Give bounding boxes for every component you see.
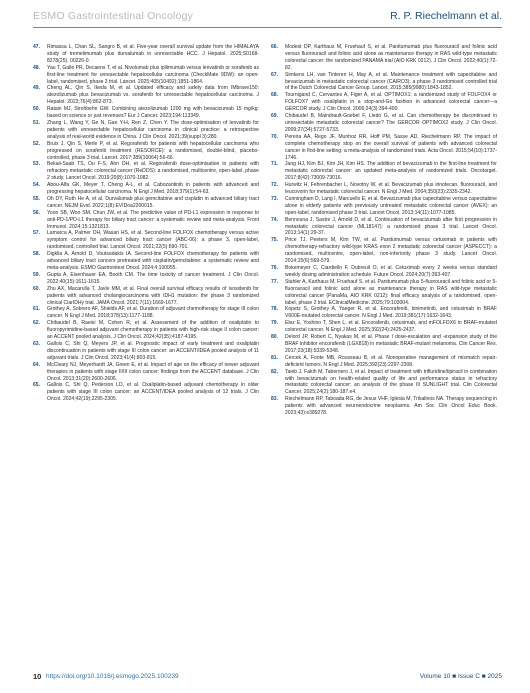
reference-item <box>271 92 497 113</box>
reference-text: Cunningham D, Lang I, Marcuello E, et al. Bevacizumab plus capecitabine versus capecitabine alone in elderly patients with previously untreated metastatic colorectal cancer (AVEX): an open-label, randomised phase 3 trial. Lancet Oncol. 2013;14(11):1077-1085. <box>285 195 497 216</box>
reference-text: Gallois C, Shi Q, Meyers JP, et al. Prognostic impact of early treatment and oxaliplatin discontinuation in patients with stage III colon cancer: an ACCENT/IDEA pooled analysis of 11 adjuvant trials. J Clin Oncol. 2023;41(4):803-815. <box>47 340 259 361</box>
reference-number: 81. <box>271 354 279 361</box>
reference-text: Taieb J, Fakih M, Tabernero J, et al. Impact of treatment with trifluridine/tipiracil in combination with bevacizumab on health-related quality of life and performance status in refractory metastatic colorectal cancer: an analysis of the phase III SUNLIGHT trial. Clin Colorectal Cancer. 2025;24(2):180-187.e4. <box>285 368 497 396</box>
reference-item <box>271 369 497 397</box>
reference-text: Kopetz S, Grothey A, Yaeger R, et al. Encorafenib, binimetinib, and cetuximab in BRAF V600E-mutated colorectal cancer. N Engl J Med. 2019;381(17):1632-1643. <box>285 306 497 320</box>
reference-text: Delord JP, Robert C, Nyakas M, et al. Phase I dose-escalation and -expansion study of the BRAF inhibitor encorafenib (LGX818) in metastatic BRAF-mutant melanoma. Clin Cancer Res. 2017;23(18):5339-5348. <box>285 334 497 354</box>
reference-text: Zhang L, Wang Y, Ge N, Gan Y-H, Ren Z, Chen Y. The dose-optimisation of lenvatinib for patients with unresectable hepatocellular carcinoma in clinical practice: a retrospective analysis of real-world evidence in China. J Clin Oncol. 2021;39(suppl 3):280. <box>47 119 259 140</box>
reference-item <box>33 306 259 320</box>
header-rule <box>33 27 502 28</box>
reference-item <box>271 265 497 279</box>
reference-text: Price TJ, Peeters M, Kim TW, et al. Panitumumab versus cetuximab in patients with chemotherapy-refractory wild-type KRAS exon 2 metastatic colorectal cancer (ASPECCT): a randomised, multicentre, open-label, non-inferiority phase 3 study. Lancet Oncol. 2014;15(6):569-579. <box>285 237 497 265</box>
reference-text: Cheng AL, Qin S, Ikeda M, et al. Updated efficacy and safety data from IMbrave150: atezolizumab plus bevacizumab vs. sorafenib for unresectable hepatocellular carcinoma. J Hepatol. 2022;76(4):862-873. <box>47 85 259 106</box>
reference-item <box>271 182 497 196</box>
reference-number: 49. <box>33 85 41 92</box>
reference-item <box>33 106 259 120</box>
reference-text: Pereira AA, Rego JF, Munhoz RR, Hoff PM, Sasse AD, Riechelmann RP. The impact of complete chemotherapy stop on the overall survival of patients with advanced colorectal cancer in first-line setting: a meta-analysis of randomized trials. Acta Oncol. 2015;54(10):1737-1746. <box>285 133 497 161</box>
reference-item <box>33 85 259 106</box>
reference-text: Digklia A, Arnold D, Voutsadakis IA. Second-line FOLFOX chemotherapy for patients with advanced biliary tract cancers pretreated with cisplatin/gemcitabine: a systematic review and meta-analysis. ESMO Gastrointest Oncol. 2024;4:100055. <box>47 251 259 271</box>
reference-number: 75. <box>271 237 279 244</box>
reference-text: Simkens LH, van Tinteren H, May A, et al. Maintenance treatment with capecitabine and bevacizumab in metastatic colorectal cancer (CAIRO3): a phase 3 randomised controlled trial of the Dutch Colorectal Cancer Group. Lancet. 2015;385(9980):1843-1852. <box>285 71 497 92</box>
reference-number: 80. <box>271 334 279 341</box>
reference-text: Stahler A, Karthaus M, Fruehauf S, et al. Panitumumab plus 5-fluorouracil and folinic acid or 5-fluorouracil and folinic acid alone as maintenance therapy in RAS wild-type metastatic colorectal cancer (PanaMa, AIO KRK 0212): final efficacy analysis of a randomised, open-label, phase 2 trial. EClinicalMedicine. 2025;79:103004. <box>285 278 497 306</box>
reference-item <box>271 320 497 334</box>
reference-text: Hurwitz H, Fehrenbacher L, Novotny W, et al. Bevacizumab plus irinotecan, fluorouracil, and leucovorin for metastatic colorectal cancer. N Engl J Med. 2004;350(23):2335-2342. <box>285 182 497 196</box>
reference-text: Yau T, Galle PR, Decaens T, et al. Nivolumab plus ipilimumab versus lenvatinib or sorafenib as first-line treatment for unresectable hepatocellular carcinoma (CheckMate 9DW): an open-label, randomised, phase 3 trial. Lancet. 2025;405(10492):1851-1864. <box>47 64 259 85</box>
reference-number: 56. <box>33 209 41 216</box>
reference-text: Grothey A, Sobrero AF, Shields AF, et al. Duration of adjuvant chemotherapy for stage III colon cancer. N Engl J Med. 2018;378(13):1177-1188. <box>47 306 259 320</box>
reference-item <box>271 161 497 182</box>
reference-number: 65. <box>33 382 41 389</box>
reference-text: Bennouna J, Sastre J, Arnold D, et al. Continuation of bevacizumab after first progression in metastatic colorectal cancer (ML18147): a randomised phase 3 trial. Lancet Oncol. 2013;14(1):29-37. <box>285 216 497 237</box>
reference-text: Jang HJ, Kim BJ, Kim JH, Kim HS. The addition of bevacizumab in the first-line treatment for metastatic colorectal cancer: an updated meta-analysis of randomized trials. Oncotarget. 2017;8(42):73009-73016. <box>285 161 497 182</box>
reference-item <box>33 286 259 307</box>
reference-number: 66. <box>271 44 279 50</box>
reference-number: 77. <box>271 278 279 285</box>
reference-item <box>33 320 259 341</box>
reference-number: 55. <box>33 195 41 202</box>
reference-item <box>271 355 497 369</box>
reference-text: Tournigand C, Cervantes A, Figer A, et al. OPTIMOX1: a randomized study of FOLFOX4 or FOLFOX7 with oxaliplatin in a stop-and-Go fashion in advanced colorectal cancer—a GERCOR study. J Clin Oncol. 2006;24(3):394-400. <box>285 92 497 113</box>
reference-text: Elez E, Yoshino T, Shen L, et al. Encorafenib, cetuximab, and mFOLFOX6 in BRAF-mutated colorectal cancer. N Engl J Med. 2025;392(24):2425-2437. <box>285 320 497 334</box>
reference-text: Cercek A, Foote MB, Rousseau B, et al. Nonoperative management of mismatch repair-deficient tumors. N Engl J Med. 2025;392(23):2297-2308. <box>285 354 497 368</box>
reference-text: Abou-Alfa GK, Meyer T, Cheng A-L, et al. Cabozantinib in patients with advanced and progressing hepatocellular carcinoma. N Engl J Med. 2018;379(1):54-63. <box>47 182 259 196</box>
reference-number: 58. <box>33 251 41 258</box>
volume-issue: Volume 10 ■ Issue C ■ 2025 <box>419 673 502 680</box>
running-authors: R. P. Riechelmann et al. <box>390 10 502 22</box>
reference-item <box>271 279 497 307</box>
reference-item <box>271 237 497 265</box>
reference-number: 73. <box>271 195 279 202</box>
reference-item <box>33 44 259 65</box>
reference-text: Gallois C, Shi Q, Pederson LD, et al. Oxaliplatin-based adjuvant chemotherapy in older patients with stage III colon cancer: an ACCENT/IDEA pooled analysis of 12 trials. J Clin Oncol. 2024;42(19):2295-2305. <box>47 382 259 403</box>
reference-number: 83. <box>271 396 279 403</box>
reference-item <box>33 182 259 196</box>
reference-number: 72. <box>271 182 279 189</box>
reference-item <box>271 396 497 417</box>
reference-number: 82. <box>271 368 279 375</box>
reference-item <box>271 217 497 238</box>
reference-item <box>271 134 497 162</box>
reference-number: 50. <box>33 106 41 113</box>
reference-item <box>33 272 259 286</box>
reference-number: 63. <box>33 340 41 347</box>
reference-number: 57. <box>33 230 41 237</box>
reference-number: 79. <box>271 320 279 327</box>
reference-text: Gupta A, Eisenhauer EA, Booth CM. The time toxicity of cancer treatment. J Clin Oncol. 2022;40(15):1611-1615. <box>47 271 259 285</box>
reference-number: 71. <box>271 161 279 168</box>
reference-text: Lamarca A, Palmer DH, Wasan HS, et al. Second-line FOLFOX chemotherapy versus active symptom control for advanced biliary tract cancer (ABC-06): a phase 3, open-label, randomised, controlled trial. Lancet Oncol. 2021;22(5):690-701. <box>47 230 259 251</box>
reference-text: Chibaudel B, Raeisi M, Cohen R, et al. Assessment of the addition of oxaliplatin to fluoropyrimidine-based adjuvant chemotherapy in patients with high-risk stage II colon cancer: an ACCENT pooled analysis. J Clin Oncol. 2024;42(35):4187-4195. <box>47 320 259 341</box>
reference-number: 60. <box>33 285 41 292</box>
reference-number: 62. <box>33 320 41 327</box>
reference-number: 76. <box>271 265 279 271</box>
reference-item <box>33 161 259 182</box>
reference-text: Bruix J, Qin S, Merle P, et al. Regorafenib for patients with hepatocellular carcinoma who progressed on sorafenib treatment (RESORCE): a randomised, double-blind, placebo-controlled, phase 3 trial. Lancet. 2017;389(10064):56-66. <box>47 140 259 161</box>
reference-number: 69. <box>271 113 279 120</box>
reference-text: Modest DP, Karthaus M, Fruehauf S, et al. Panitumumab plus fluorouracil and folinic acid versus fluorouracil and folinic acid alone as maintenance therapy in RAS wild-type metastatic colorectal cancer: the randomized PANAMA trial (AIO KRK 0212). J Clin Oncol. 2022;40(1):72-82. <box>285 44 497 71</box>
reference-number: 54. <box>33 182 41 189</box>
journal-title: ESMO Gastrointestinal Oncology <box>33 10 194 22</box>
reference-number: 78. <box>271 306 279 313</box>
reference-item <box>33 65 259 86</box>
reference-item <box>271 306 497 320</box>
reference-item <box>33 230 259 251</box>
doi-link[interactable]: https://doi.org/10.1016/j.esmogo.2025.100239 <box>46 673 179 680</box>
reference-item <box>271 72 497 93</box>
reference-number: 47. <box>33 44 41 50</box>
reference-text: Rimassa L, Chan SL, Sangro B, et al. Five-year overall survival update from the HIMALAYA study of tremelimumab plus durvalumab in unresectable HCC. J Hepatol. 2025;S0168-8278(25). 00226-0. <box>47 44 259 64</box>
reference-item <box>271 44 497 72</box>
reference-text: Yoon SB, Woo SM, Chun JW, et al. The predictive value of PD-L1 expression in response to anti-PD-1/PD-L1 therapy for biliary tract cancer: a systematic review and meta-analysis. Front Immunol. 2024;15:1321813. <box>47 209 259 230</box>
page-header <box>33 10 502 30</box>
reference-number: 74. <box>271 216 279 223</box>
reference-item <box>271 334 497 355</box>
page-number: 10 <box>33 672 42 681</box>
reference-item <box>271 196 497 217</box>
reference-item <box>33 341 259 362</box>
references-right-column <box>271 44 497 417</box>
references-left-column <box>33 44 259 403</box>
reference-text: Chibaudel B, Maindrault-Goebel F, Lledo G, et al. Can chemotherapy be discontinued in unresectable metastatic colorectal cancer? The GERCOR OPTIMOX2 study. J Clin Oncol. 2009;27(34):5727-5733. <box>285 113 497 133</box>
reference-item <box>33 382 259 403</box>
reference-text: Zhu AX, Macarulla T, Javle MM, et al. Final overall survival efficacy results of ivosidenib for patients with advanced cholangiocarcinoma with IDH1 mutation: the phase 3 randomized clinical ClarIDHy trial. JAMA Oncol. 2021;7(11):1669-1677. <box>47 285 259 306</box>
reference-item <box>33 210 259 231</box>
reference-item <box>33 196 259 210</box>
reference-number: 70. <box>271 133 279 140</box>
reference-text: McCleary NJ, Meyerhardt JA, Green E, et al. Impact of age on the efficacy of newer adjuvant therapies in patients with stage II/III colon cancer: findings from the ACCENT database. J Clin Oncol. 2013;31(20):2600-2606. <box>47 361 259 382</box>
reference-item <box>33 120 259 141</box>
reference-number: 52. <box>33 140 41 147</box>
reference-item <box>271 113 497 134</box>
reference-text: Oh DY, Ruth He A, et al. Durvalumab plus gemcitabine and cisplatin in advanced biliary tract cancer. NEJM Evid. 2022;1(8):EVIDoa2200015. <box>47 195 259 209</box>
reference-text: Bokemeyer C, Ciardiello F, Dubreuil O, et al. Cetuximab every 2 weeks versus standard weekly dosing administration schedule. Future Oncol. 2024;20(7):393-407. <box>285 265 497 278</box>
reference-number: 59. <box>33 271 41 278</box>
reference-number: 61. <box>33 306 41 313</box>
reference-number: 67. <box>271 71 279 78</box>
reference-item <box>33 251 259 272</box>
reference-text: Riechelmann RP, Taboada RG, de Jesus VHF, Iglesia M, Trikalinos NA. Therapy sequencing in patients with advanced neuroendocrine neoplasms. Am Soc Clin Oncol Educ Book. 2023;43):e389278. <box>285 396 497 417</box>
reference-item <box>33 362 259 383</box>
reference-text: Ratain MJ, Strohbehn GW. Combining atezolizumab 1200 mg with bevacizumab 15 mg/kg: based on science or just revenues? Eur J Cancer. 2023;194:113349. <box>47 106 259 120</box>
page-footer <box>33 672 502 686</box>
reference-item <box>33 141 259 162</box>
reference-number: 51. <box>33 119 41 126</box>
reference-number: 48. <box>33 64 41 71</box>
reference-number: 64. <box>33 361 41 368</box>
reference-number: 68. <box>271 92 279 99</box>
reference-number: 53. <box>33 161 41 168</box>
reference-text: Bekaii-Saab TS, Ou F-S, Ahn DH, et al. Regorafenib dose-optimisation in patients with refractory metastatic colorectal cancer (ReDOS): a randomised, multicentre, open-label, phase 2 study. Lancet Oncol. 2019;20(8):1070-1082. <box>47 161 259 182</box>
